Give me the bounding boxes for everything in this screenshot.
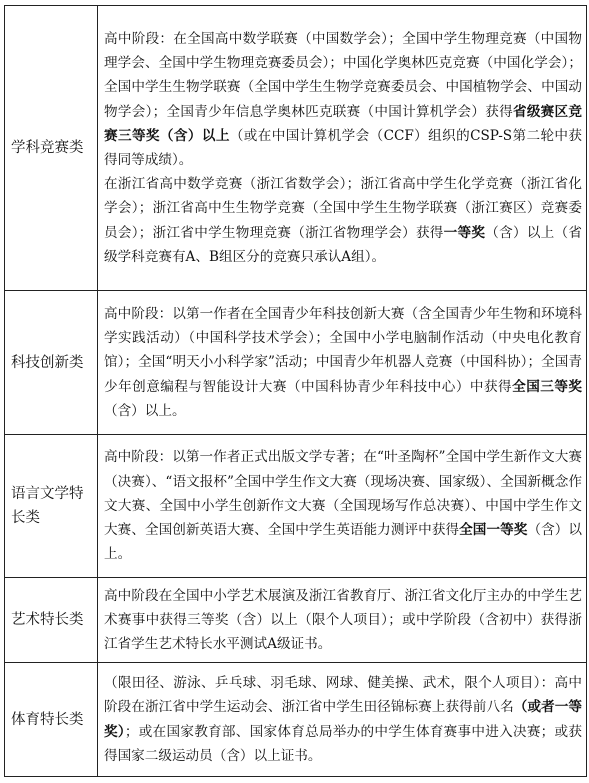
description-paragraph xyxy=(104,172,582,269)
category-cell: 语言文学特长类 xyxy=(5,435,98,578)
bold-text-run: （或者一等奖） xyxy=(104,699,583,740)
description-cell xyxy=(98,663,587,777)
text-run: （含）以上。 xyxy=(104,402,186,419)
table-row xyxy=(5,663,587,777)
text-run: 高中阶段在全国中小学艺术展演及浙江省教育厅、浙江省文化厅主办的中学生艺术赛事中获得三等奖（含）以上（限个人项目）；或中学阶段（含初中）获得浙江省学生艺术特长水平测试A级证书。 xyxy=(104,587,582,653)
text-run: （含）以上。 xyxy=(104,522,583,563)
description-paragraph xyxy=(104,671,582,768)
category-cell: 体育特长类 xyxy=(5,663,98,777)
description-cell xyxy=(98,578,587,663)
description-paragraph xyxy=(104,302,582,423)
requirements-table xyxy=(4,5,587,777)
bold-text-run: 一等奖 xyxy=(443,224,486,241)
text-run: 高中阶段：以第一作者在全国青少年科技创新大赛（含全国青少年生物和环境科学实践活动）（中国科学技术学会）；全国中小学电脑制作活动（中央电化教育馆）；全国“明天小小科学家”活动；中国青少年机器人竞赛（中国科协）；全国青少年创意编程与智能设计大赛（中国科协青少年科技中心）中获得 xyxy=(104,305,582,395)
category-cell: 学科竞赛类 xyxy=(5,6,98,291)
description-cell xyxy=(98,435,587,578)
text-run: （或在中国计算机学会（CCF）组织的CSP-S第二轮中获得同等成绩）。 xyxy=(104,127,583,168)
description-paragraph xyxy=(104,445,582,566)
bold-text-run: 全国三等奖 xyxy=(512,378,583,395)
description-paragraph xyxy=(104,27,582,172)
description-cell xyxy=(98,6,587,291)
table-row xyxy=(5,578,587,663)
description-cell xyxy=(98,291,587,435)
text-run: ；或在国家教育部、国家体育总局举办的中学生体育赛事中进入决赛；或获得国家二级运动员（含）以上证书。 xyxy=(104,723,582,764)
table-row xyxy=(5,291,587,435)
text-run: （限田径、游泳、乒乓球、羽毛球、网球、健美操、武术，限个人项目）：高中阶段在浙江省中学生运动会、浙江省中学生田径锦标赛上获得前八名 xyxy=(104,675,582,716)
text-run: 高中阶段：以第一作者正式出版文学专著；在“叶圣陶杯”全国中学生新作文大赛（决赛）、“语文报杯”全国中学生作文大赛（现场决赛、国家级）、全国新概念作文大赛、全国中小学生创新作文大赛（全国现场写作总决赛）、中国中学生作文大赛、全国创新英语大赛、全国中学生英语能力测评中获得 xyxy=(104,449,582,539)
table-row xyxy=(5,435,587,578)
bold-text-run: 省级赛区竞赛三等奖（含）以上 xyxy=(104,103,582,144)
category-cell: 科技创新类 xyxy=(5,291,98,435)
description-paragraph xyxy=(104,584,582,657)
category-cell: 艺术特长类 xyxy=(5,578,98,663)
text-run: （含）以上（省级学科竞赛有A、B组区分的竞赛只承认A组）。 xyxy=(104,224,582,265)
text-run: 高中阶段：在全国高中数学联赛（中国数学会）；全国中学生物理竞赛（中国物理学会、全国中学生物理竞赛委员会）；中国化学奥林匹克竞赛（中国化学会）；全国中学生生物学联赛（全国中学生生物学竞赛委员会、中国植物学会、中国动物学会）；全国青少年信息学奥林匹克联赛（中国计算机学会）获得 xyxy=(104,30,582,120)
bold-text-run: 全国一等奖 xyxy=(459,522,528,539)
text-run: 在浙江省高中数学竞赛（浙江省数学会）；浙江省高中学生化学竞赛（浙江省化学会）；浙江省高中生生物学竞赛（全国中学生生物学联赛（浙江赛区）竞赛委员会）；浙江省中学生物理竞赛（浙江省物理学会）获得 xyxy=(104,176,582,241)
table-row xyxy=(5,6,587,291)
